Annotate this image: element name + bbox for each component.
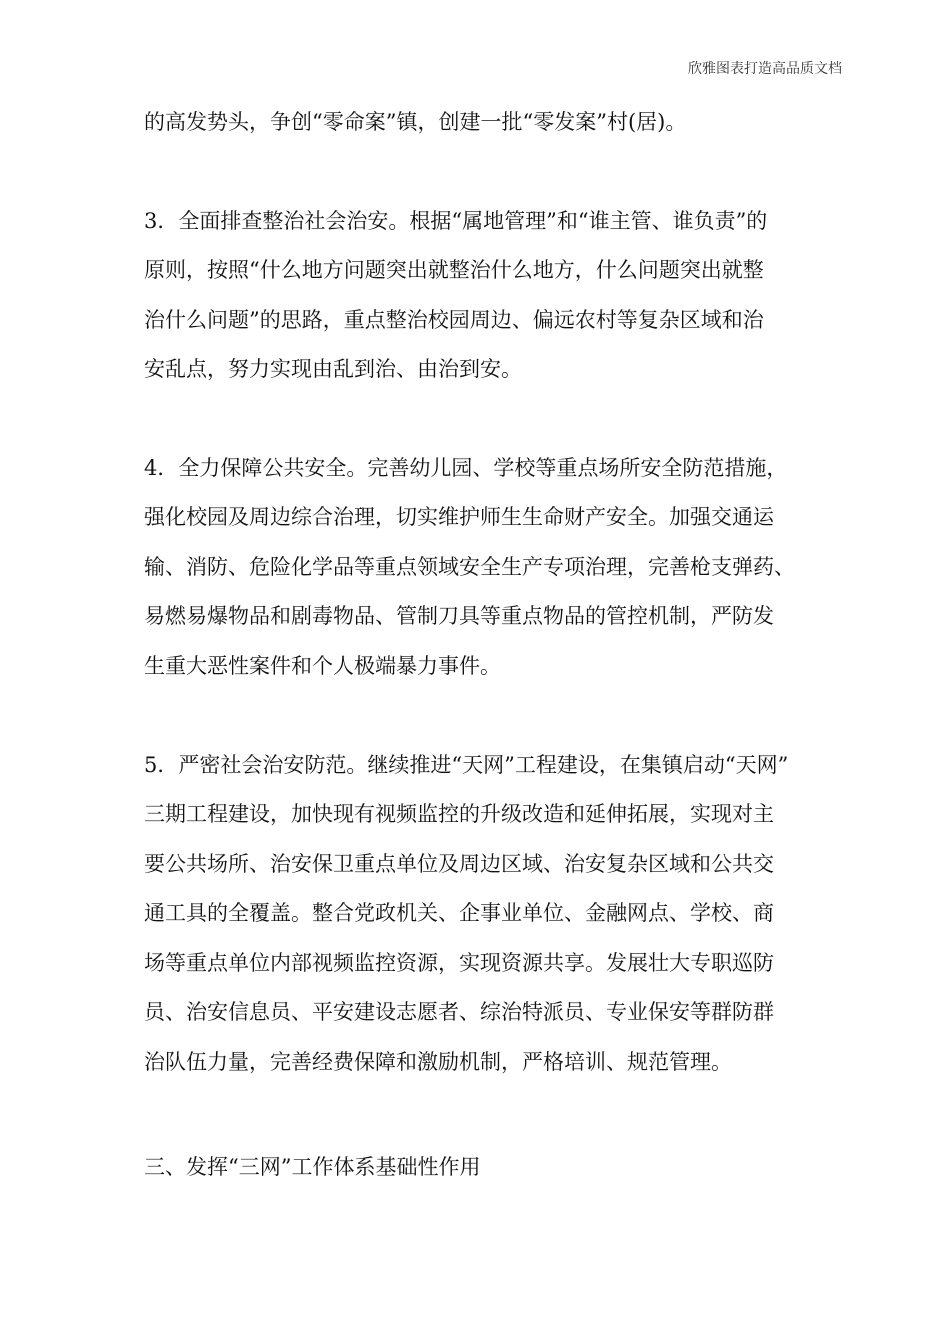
section-heading: 三、发挥“三网”工作体系基础性作用 <box>144 1155 481 1179</box>
paragraph-line: 场等重点单位内部视频监控资源，实现资源共享。发展壮大专职巡防 <box>144 951 774 975</box>
paragraph-line: 强化校园及周边综合治理，切实维护师生生命财产安全。加强交通运 <box>144 505 774 529</box>
paragraph-line: 安乱点，努力实现由乱到治、由治到安。 <box>144 357 522 381</box>
paragraph-line: 治队伍力量，完善经费保障和激励机制，严格培训、规范管理。 <box>144 1050 732 1074</box>
paragraph-line: 通工具的全覆盖。整合党政机关、企事业单位、金融网点、学校、商 <box>144 901 774 925</box>
paragraph-line: 5．严密社会治安防范。继续推进“天网”工程建设，在集镇启动“天网” <box>144 753 789 777</box>
paragraph-line: 的高发势头，争创“零命案”镇，创建一批“零发案”村(居)。 <box>144 110 687 134</box>
paragraph-line: 生重大恶性案件和个人极端暴力事件。 <box>144 654 501 678</box>
paragraph-line: 员、治安信息员、平安建设志愿者、综治特派员、专业保安等群防群 <box>144 1000 774 1024</box>
paragraph-line: 输、消防、危险化学品等重点领域安全生产专项治理，完善枪支弹药、 <box>144 555 795 579</box>
paragraph-line: 4．全力保障公共安全。完善幼儿园、学校等重点场所安全防范措施， <box>144 456 788 480</box>
paragraph-line: 治什么问题”的思路，重点整治校园周边、偏远农村等复杂区域和治 <box>144 308 764 332</box>
page-header: 欣雅图表打造高品质文档 <box>688 61 842 77</box>
paragraph-line: 易燃易爆物品和剧毒物品、管制刀具等重点物品的管控机制，严防发 <box>144 604 774 628</box>
paragraph-line: 三期工程建设，加快现有视频监控的升级改造和延伸拓展，实现对主 <box>144 802 774 826</box>
paragraph-line: 3．全面排查整治社会治安。根据“属地管理”和“谁主管、谁负责”的 <box>144 209 768 233</box>
paragraph-line: 要公共场所、治安保卫重点单位及周边区域、治安复杂区域和公共交 <box>144 852 774 876</box>
paragraph-line: 原则，按照“什么地方问题突出就整治什么地方，什么问题突出就整 <box>144 258 764 282</box>
